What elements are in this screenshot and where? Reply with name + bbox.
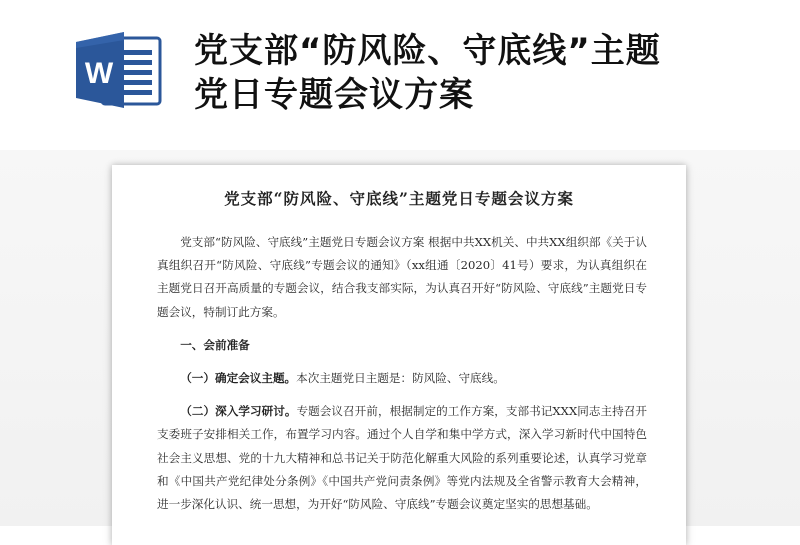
item-2-paragraph (157, 400, 647, 516)
item-1-text: 本次主题党日主题是：防风险、守底线。 (296, 371, 505, 386)
item-2-text: 专题会议召开前，根据制定的工作方案，支部书记XXX同志主持召开支委班子安排相关工作，布置学习内容。通过个人自学和集中学方式，深入学习新时代中国特色社会主义思想、党的十九大精神和总书记关于防范化解重大风险的系列重要论述，认真学习党章和《中国共产党纪律处分条例》《中国共产党问责条例》等党内法规及全省警示教育大会精神，进一步深化认识、统一思想，为开好“防风险、守底线”专题会议奠定坚实的思想基础。 (157, 404, 647, 512)
section-heading: 一、会前准备 (180, 337, 250, 352)
item-1-paragraph (157, 367, 647, 390)
document-body (157, 231, 647, 516)
word-icon-letter: W (84, 57, 114, 90)
header-banner (0, 0, 800, 150)
item-1-lead: （一）确定会议主题。 (180, 371, 297, 386)
page-title-line-2: 党日专题会议方案 (194, 75, 474, 115)
document-page-preview (112, 165, 686, 545)
page-title-line-1: 党支部“防风险、守底线”主题 (194, 31, 661, 71)
page-title (194, 29, 774, 117)
item-2-lead: （二）深入学习研讨。 (180, 404, 297, 419)
word-document-icon (72, 28, 164, 112)
intro-paragraph: 党支部“防风险、守底线”主题党日专题会议方案 根据中共XX机关、中共XX组织部《关于认真组织召开“防风险、守底线”专题会议的通知》（xx组通〔2020〕41号）要求，为认真组织在主题党日召开高质量的专题会议，结合我支部实际，为认真召开好“防风险、守底线”主题党日专题会议，特制订此方案。 (157, 235, 647, 319)
document-title: 党支部“防风险、守底线”主题党日专题会议方案 (224, 189, 574, 208)
